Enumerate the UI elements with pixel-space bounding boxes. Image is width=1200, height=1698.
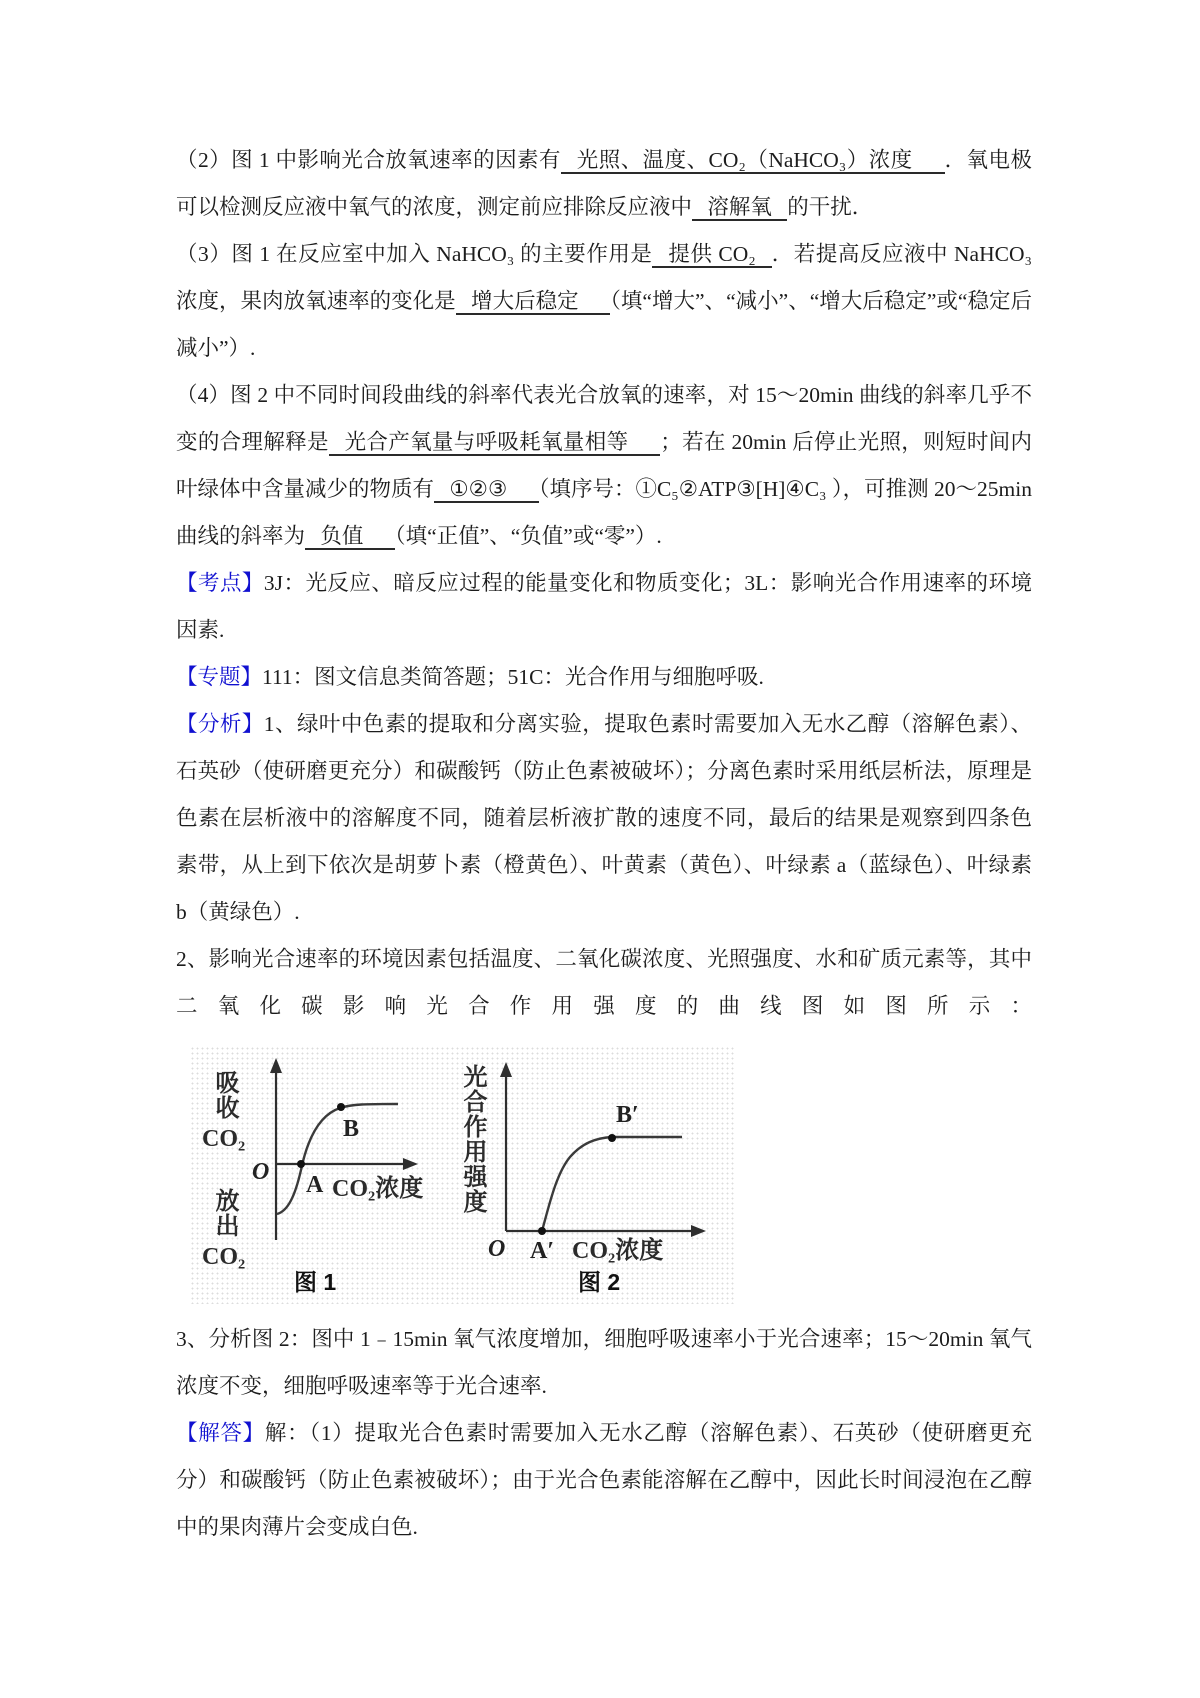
- fig2-y-axis-arrow: [500, 1062, 512, 1077]
- paragraph-item3: [176, 1316, 1032, 1410]
- fig1-caption: 图 1: [294, 1269, 337, 1295]
- fig2-x-label: CO₂浓度: [572, 1238, 664, 1264]
- fig1-y-axis-arrow: [270, 1058, 282, 1073]
- answer-blank: ①②③: [434, 477, 539, 503]
- fig2-point-a-label: A′: [530, 1238, 555, 1264]
- fig1-x-label: CO₂浓度: [332, 1176, 424, 1202]
- text-run: （2）图 1 中影响光合放氧速率的因素有: [176, 148, 561, 172]
- paragraph-jieda: [176, 1410, 1032, 1551]
- text-run: 3、分析图 2：图中 1﹣15min 氧气浓度增加，细胞呼吸速率小于光合速率；15～20min 氧气浓度不变，细胞呼吸速率等于光合速率.: [176, 1327, 1032, 1398]
- text-run: 解：（1）提取光合色素时需要加入无水乙醇（溶解色素）、石英砂（使研磨更充分）和碳酸钙（防止色素被破坏）；由于光合色素能溶解在乙醇中，因此长时间浸泡在乙醇中的果肉薄片会变成白色.: [176, 1421, 1032, 1539]
- text-run: （填“增大”、“减小”、“增大后稳定”或“稳定后减小”）.: [176, 289, 1032, 360]
- answer-blank: 光照、温度、CO₂（NaHCO₃）浓度: [561, 148, 945, 174]
- fig1-point-b-dot: [337, 1103, 345, 1111]
- text-run: ．氧电极可以检测反应液中氧气的浓度，测定前应排除反应液中: [176, 148, 1032, 219]
- fig2-chart: [444, 1046, 734, 1304]
- section-label: 【分析】: [176, 712, 264, 736]
- answer-blank: 负值: [305, 524, 395, 550]
- fig1-y-label-top: 吸收: [211, 1070, 237, 1120]
- figure-co2-curves: [190, 1046, 734, 1304]
- paragraph-q3: [176, 231, 1032, 372]
- text-run: ．若提高反应液中 NaHCO₃ 浓度，果肉放氧速率的变化是: [176, 242, 1032, 313]
- fig1-y-label-top-unit: CO₂: [202, 1126, 246, 1152]
- paragraph-zhuanti: [176, 654, 1032, 701]
- paragraph-q4: [176, 372, 1032, 560]
- fig2-point-a-dot: [538, 1227, 546, 1235]
- paragraph-q2: [176, 137, 1032, 231]
- text-run: 的干扰．: [787, 195, 874, 219]
- fig1-point-b-label: B: [343, 1116, 360, 1142]
- fig1-origin-label: O: [252, 1159, 270, 1185]
- text-run: ；若在 20min 后停止光照，则短时间内叶绿体中含量减少的物质有: [176, 430, 1032, 501]
- paragraph-item2: [176, 936, 1032, 1030]
- answer-blank: 光合产氧量与呼吸耗氧量相等: [329, 430, 660, 456]
- fig2-caption: 图 2: [578, 1269, 621, 1295]
- fig1-y-label-bottom: 放出: [211, 1188, 237, 1238]
- fig2-y-label: 光合作用强度: [459, 1064, 485, 1214]
- fig1-point-a-label: A: [306, 1172, 324, 1198]
- paragraph-fenxi: [176, 701, 1032, 936]
- text-run: 3J：光反应、暗反应过程的能量变化和物质变化；3L：影响光合作用速率的环境因素.: [176, 571, 1032, 642]
- fig1-chart: [190, 1046, 444, 1304]
- fig2-point-b-dot: [608, 1134, 616, 1142]
- fig2-origin-label: O: [488, 1236, 506, 1262]
- text-run: （4）图 2 中不同时间段曲线的斜率代表光合放氧的速率，对 15～20min 曲线的斜率几乎不变的合理解释是: [176, 383, 1032, 454]
- fig1-point-a-dot: [297, 1160, 305, 1168]
- text-run: 111：图文信息类简答题；51C：光合作用与细胞呼吸.: [262, 665, 764, 689]
- text-run: （3）图 1 在反应室中加入 NaHCO₃ 的主要作用是: [176, 242, 653, 266]
- fig1-y-label-bottom-unit: CO₂: [202, 1244, 246, 1270]
- answer-blank: 提供 CO₂: [652, 242, 771, 268]
- section-label: 【专题】: [176, 665, 263, 689]
- text-run: 2、影响光合速率的环境因素包括温度、二氧化碳浓度、光照强度、水和矿质元素等，其中二氧化碳影响光合作用强度的曲线图如图所示：: [176, 947, 1032, 1018]
- text-run: （填序号：①C₅②ATP③[H]④C₃ ），可推测 20～25min 曲线的斜率为: [176, 477, 1032, 548]
- answer-blank: 溶解氧: [692, 195, 787, 221]
- fig2-x-axis-arrow: [691, 1225, 706, 1237]
- fig2-curve: [542, 1137, 682, 1231]
- text-run: 1、绿叶中色素的提取和分离实验，提取色素时需要加入无水乙醇（溶解色素）、石英砂（使研磨更充分）和碳酸钙（防止色素被破坏）；分离色素时采用纸层析法，原理是色素在层析液中的溶解度不同，随着层析液扩散的速度不同，最后的结果是观察到四条色素带，从上到下依次是胡萝卜素（橙黄色）、叶黄素（黄色）、叶绿素 a（蓝绿色）、叶绿素 b（黄绿色）.: [176, 712, 1032, 924]
- fig2-point-b-label: B′: [616, 1102, 639, 1128]
- fig1-x-axis-arrow: [403, 1158, 418, 1170]
- text-run: （填“正值”、“负值”或“零”）.: [394, 524, 662, 548]
- answer-blank: 增大后稳定: [456, 289, 610, 315]
- section-label: 【解答】: [176, 1421, 265, 1445]
- paragraph-kaodian: [176, 560, 1032, 654]
- section-label: 【考点】: [176, 571, 264, 595]
